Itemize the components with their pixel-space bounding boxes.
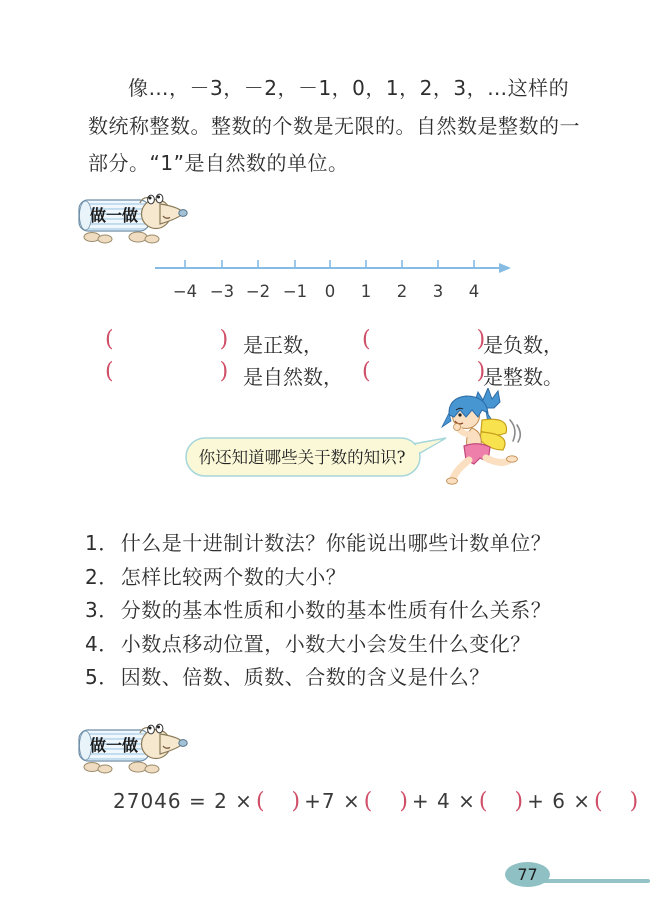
- equation-lead: 27046 = 2 ×: [113, 789, 253, 813]
- arrow-icon: [499, 263, 511, 273]
- badge-eye: [148, 725, 155, 734]
- equation-term: + 4 ×: [411, 789, 476, 813]
- question-item: 4． 小数点移动位置，小数大小会发生什么变化？: [85, 631, 531, 656]
- tick-label: −4: [172, 282, 198, 301]
- tick-label: −2: [245, 282, 271, 301]
- badge-nose: [179, 210, 187, 217]
- fill-in-blanks: [0, 322, 650, 394]
- number-line: [148, 255, 516, 305]
- blank-field: ( ): [363, 789, 409, 814]
- equation-term: +7 ×: [304, 789, 361, 813]
- intro-line: 部分。“1”是自然数的单位。: [88, 151, 349, 176]
- page-number: 77: [517, 865, 538, 884]
- equation-term: + 6 ×: [527, 789, 592, 813]
- blank-field: ( ): [105, 327, 229, 352]
- equation-row: [110, 789, 640, 814]
- intro-line: 像…，－3，－2，－1，0，1，2，3，…这样的: [128, 76, 570, 100]
- tick-label: −3: [209, 282, 235, 301]
- footer-rule: [538, 879, 650, 883]
- blank-label: 是负数，: [483, 333, 563, 357]
- badge-nose: [179, 740, 187, 747]
- badge-eye: [148, 195, 155, 204]
- blank-label: 是整数。: [483, 365, 563, 389]
- question-item: 3． 分数的基本性质和小数的基本性质有什么关系？: [85, 598, 552, 622]
- tick-label: 1: [360, 282, 372, 301]
- badge-eye: [156, 194, 163, 203]
- hedgehog-badge: [76, 190, 192, 244]
- tick-label: 3: [432, 282, 444, 301]
- intro-paragraph: [88, 70, 588, 183]
- tick-label: −1: [282, 282, 308, 301]
- hedgehog-badge: [76, 720, 192, 774]
- badge-eye: [156, 724, 163, 733]
- question-list: [85, 527, 605, 695]
- intro-line: 数统称整数。整数的个数是无限的。自然数是整数的一: [88, 113, 580, 138]
- tick-label: 2: [396, 282, 408, 301]
- blank-field: ( ): [362, 359, 486, 384]
- bubble-text: 你还知道哪些关于数的知识?: [198, 448, 406, 467]
- motion-lines-icon: [510, 420, 520, 442]
- question-item: 5． 因数、倍数、质数、合数的含义是什么？: [85, 665, 490, 689]
- question-item: 1． 什么是十进制计数法？你能说出哪些计数单位？: [85, 531, 552, 555]
- fairy-character: [428, 388, 524, 488]
- badge-label: 做一做: [89, 736, 139, 755]
- tick-label: 0: [324, 282, 336, 301]
- speech-bubble: [184, 432, 452, 484]
- page-number-badge: [505, 862, 550, 887]
- badge-label: 做一做: [89, 206, 139, 225]
- blank-field: ( ): [362, 327, 486, 352]
- blank-field: ( ): [478, 789, 525, 814]
- blank-label: 是正数，: [243, 333, 323, 357]
- tick-label: 4: [468, 282, 480, 301]
- blank-label: 是自然数，: [243, 365, 343, 389]
- blank-field: ( ): [105, 359, 229, 384]
- blank-field: ( ): [594, 789, 640, 814]
- question-item: 2． 怎样比较两个数的大小？: [85, 564, 347, 589]
- blank-field: ( ): [255, 789, 302, 814]
